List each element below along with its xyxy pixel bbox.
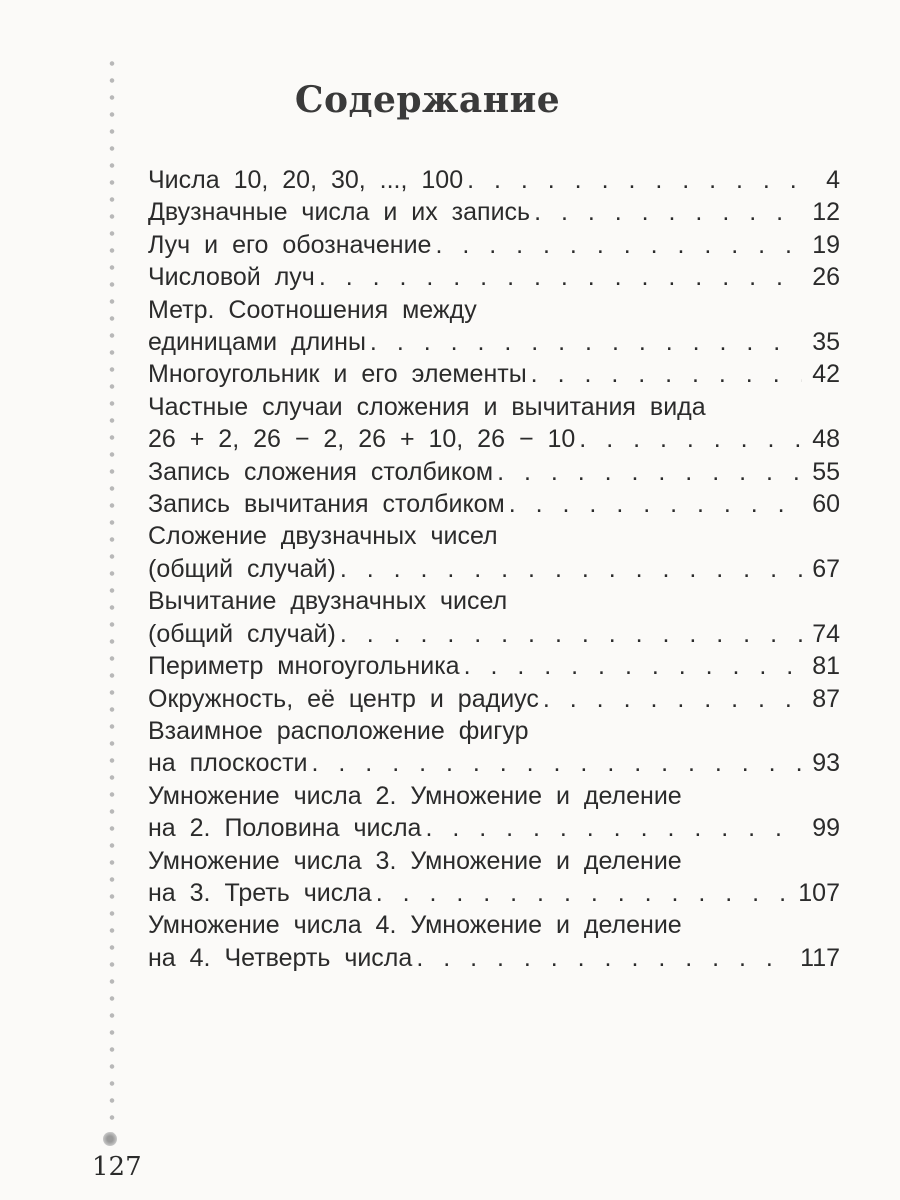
dot-leader	[370, 326, 802, 358]
toc-page-number: 55	[812, 457, 840, 486]
toc-entry-title-line: Частные случаи сложения и вычитания вида	[148, 392, 706, 421]
toc-entry-title-line: Луч и его обозначение	[148, 230, 432, 259]
dot-leader	[534, 196, 802, 228]
toc-entry-title-line: Запись вычитания столбиком	[148, 490, 505, 519]
toc-entry[interactable]	[148, 715, 840, 780]
toc-entry-title-line: на 2. Половина числа	[148, 814, 422, 843]
dot-leader	[509, 488, 802, 520]
toc-entry-row	[148, 423, 840, 455]
decorative-bullet	[103, 1132, 117, 1146]
toc-page-number: 99	[812, 814, 840, 843]
toc-entry-title-line: (общий случай)	[148, 619, 336, 648]
toc-entry-title-line: (общий случай)	[148, 554, 336, 583]
toc-entry-title-line: Умножение числа 4. Умножение и деление	[148, 911, 682, 940]
dot-leader	[497, 456, 802, 488]
toc-page-number: 4	[826, 166, 840, 194]
dot-leader	[319, 261, 802, 293]
toc-page-number: 35	[812, 328, 840, 357]
toc-entry[interactable]	[148, 650, 840, 682]
toc-entry[interactable]	[148, 845, 840, 910]
table-of-contents	[148, 164, 840, 974]
toc-page-number: 117	[800, 943, 840, 972]
toc-page-number: 74	[812, 619, 840, 648]
toc-page-number: 81	[812, 652, 840, 681]
toc-page-number: 107	[798, 878, 840, 907]
toc-entry-row	[148, 812, 840, 844]
dot-leader	[376, 877, 791, 909]
toc-entry[interactable]	[148, 229, 840, 261]
dot-leader	[467, 164, 802, 196]
toc-entry[interactable]	[148, 456, 840, 488]
toc-entry-title-line: Метр. Соотношения между	[148, 295, 477, 324]
toc-entry-title-line: Вычитание двузначных чисел	[148, 587, 508, 616]
toc-entry-row	[148, 229, 840, 261]
toc-entry-title-line: Числовой луч	[148, 263, 315, 292]
toc-entry-row	[148, 456, 840, 488]
toc-page-number: 12	[812, 198, 840, 227]
dot-leader	[340, 553, 802, 585]
toc-entry-row	[148, 488, 840, 520]
toc-entry-title-line: Сложение двузначных чисел	[148, 522, 498, 551]
toc-entry-title-line: на 3. Треть числа	[148, 878, 372, 907]
toc-entry-title-line: Двузначные числа и их запись	[148, 198, 531, 227]
dot-leader	[543, 683, 802, 715]
toc-entry[interactable]	[148, 164, 840, 196]
toc-entry[interactable]	[148, 683, 840, 715]
toc-entry-title-line: на плоскости	[148, 749, 308, 778]
dot-leader	[531, 358, 802, 390]
toc-entry-row	[148, 618, 840, 650]
toc-entry-row	[148, 326, 840, 358]
dot-leader	[340, 618, 802, 650]
toc-entry-row	[148, 196, 840, 228]
toc-entry-row	[148, 942, 840, 974]
dot-leader	[312, 747, 802, 779]
toc-entry-row	[148, 358, 840, 390]
toc-entry-title-line: Периметр многоугольника	[148, 652, 460, 681]
toc-entry-row	[148, 877, 840, 909]
toc-entry-title-line: Взаимное расположение фигур	[148, 716, 529, 745]
page-title: Содержание	[294, 79, 561, 122]
toc-entry-title-line: 26 + 2, 26 − 2, 26 + 10, 26 − 10	[148, 425, 576, 454]
toc-entry[interactable]	[148, 909, 840, 974]
dot-leader	[425, 812, 802, 844]
decorative-dot-column	[108, 55, 116, 1135]
toc-entry-row	[148, 553, 840, 585]
toc-entry[interactable]	[148, 196, 840, 228]
toc-entry[interactable]	[148, 294, 840, 359]
toc-page-number: 19	[812, 230, 840, 259]
toc-page-number: 48	[812, 425, 840, 454]
dot-leader	[435, 229, 802, 261]
toc-entry[interactable]	[148, 358, 840, 390]
toc-entry-row	[148, 164, 840, 196]
dot-leader	[579, 423, 802, 455]
toc-page-number: 60	[812, 490, 840, 519]
toc-entry[interactable]	[148, 520, 840, 585]
toc-entry-row	[148, 261, 840, 293]
dot-leader	[464, 650, 802, 682]
toc-entry-row	[148, 683, 840, 715]
toc-entry[interactable]	[148, 261, 840, 293]
toc-entry-title-line: Умножение числа 3. Умножение и деление	[148, 846, 682, 875]
toc-page-number: 87	[812, 684, 840, 713]
toc-entry-title-line: на 4. Четверть числа	[148, 943, 413, 972]
toc-entry[interactable]	[148, 780, 840, 845]
toc-entry-title-line: Числа 10, 20, 30, ..., 100	[148, 166, 464, 194]
toc-entry[interactable]	[148, 488, 840, 520]
toc-entry-title-line: единицами длины	[148, 328, 366, 357]
toc-page-number: 93	[812, 749, 840, 778]
toc-entry-row	[148, 747, 840, 779]
dot-leader	[416, 942, 792, 974]
toc-page-number: 42	[812, 360, 840, 389]
toc-entry-row	[148, 650, 840, 682]
toc-entry-title-line: Окружность, её центр и радиус	[148, 684, 539, 713]
toc-page-number: 67	[812, 554, 840, 583]
toc-page-number: 26	[812, 263, 840, 292]
toc-entry[interactable]	[148, 585, 840, 650]
toc-entry-title-line: Многоугольник и его элементы	[148, 360, 527, 389]
toc-entry-title-line: Умножение числа 2. Умножение и деление	[148, 781, 682, 810]
page-number: 127	[92, 1152, 142, 1182]
toc-entry[interactable]	[148, 391, 840, 456]
toc-entry-title-line: Запись сложения столбиком	[148, 457, 494, 486]
